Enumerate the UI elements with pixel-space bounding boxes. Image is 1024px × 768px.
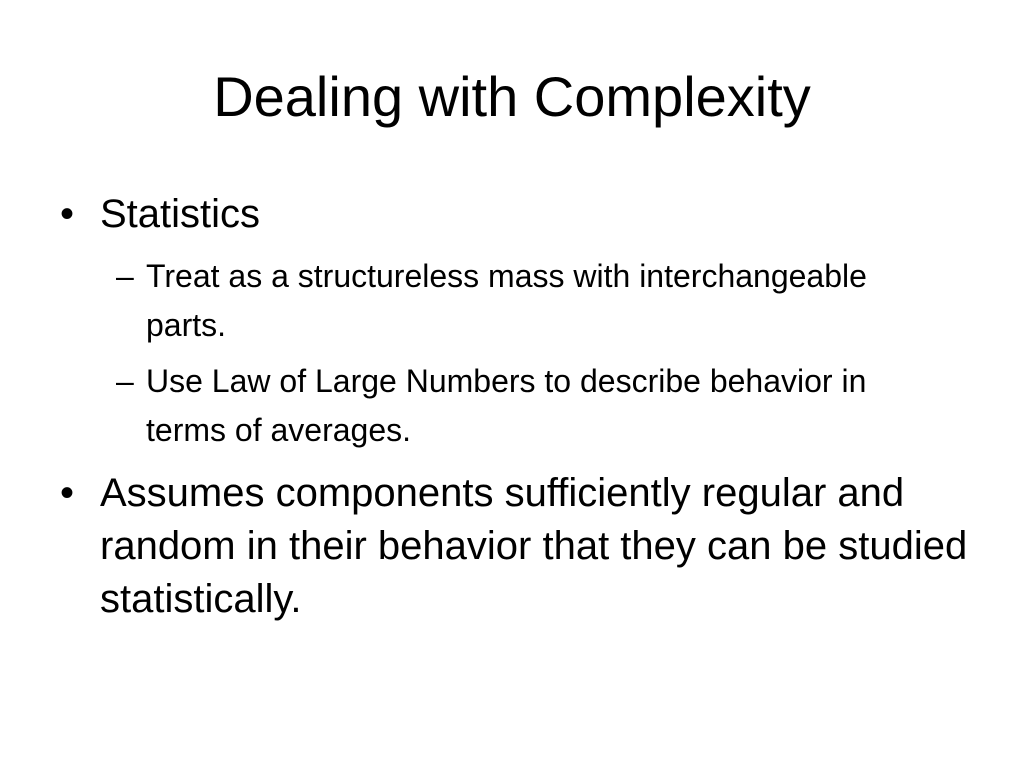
slide-title: Dealing with Complexity — [213, 65, 811, 128]
bullet-statistics — [52, 189, 982, 239]
bullet-assumes-components — [52, 467, 982, 626]
subbullet-text: Treat as a structureless mass with interchangeable parts. — [146, 258, 867, 343]
subbullet-text: Use Law of Large Numbers to describe behavior in terms of averages. — [146, 363, 867, 448]
bullet-marker: • — [60, 192, 75, 236]
subbullet-law-of-large-numbers — [116, 357, 876, 455]
bullet-text: Assumes components sufficiently regular and random in their behavior that they can be studied statistically. — [100, 471, 968, 621]
bullet-marker: • — [60, 471, 75, 515]
subbullet-structureless-mass — [116, 252, 876, 350]
bullet-text: Statistics — [100, 192, 261, 236]
subbullet-marker: – — [116, 258, 134, 294]
subbullet-marker: – — [116, 363, 134, 399]
